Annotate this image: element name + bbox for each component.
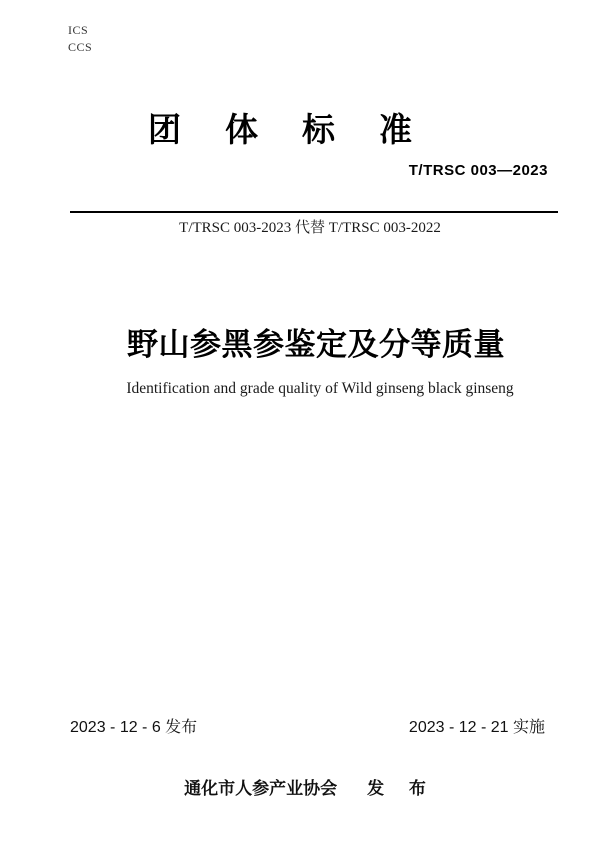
- ccs-label: CCS: [68, 40, 93, 54]
- replacement-note: T/TRSC 003-2023 代替 T/TRSC 003-2022: [179, 220, 441, 236]
- header-rule: [70, 211, 558, 213]
- publish-label: 发 布: [367, 779, 436, 798]
- publisher-row: [0, 774, 600, 799]
- publisher-name: 通化市人参产业协会: [184, 779, 338, 798]
- page-title: 野山参黑参鉴定及分等质量: [127, 327, 505, 362]
- page-title-english: Identification and grade quality of Wild ginseng black ginseng: [126, 380, 514, 397]
- classification-codes: [68, 22, 92, 56]
- standard-number: T/TRSC 003—2023: [408, 162, 548, 179]
- ics-label: ICS: [68, 23, 89, 37]
- issue-date: 2023 - 12 - 6 发布: [70, 719, 198, 736]
- implementation-date: 2023 - 12 - 21 实施: [408, 719, 545, 736]
- document-type-heading: 团体标准: [148, 111, 456, 148]
